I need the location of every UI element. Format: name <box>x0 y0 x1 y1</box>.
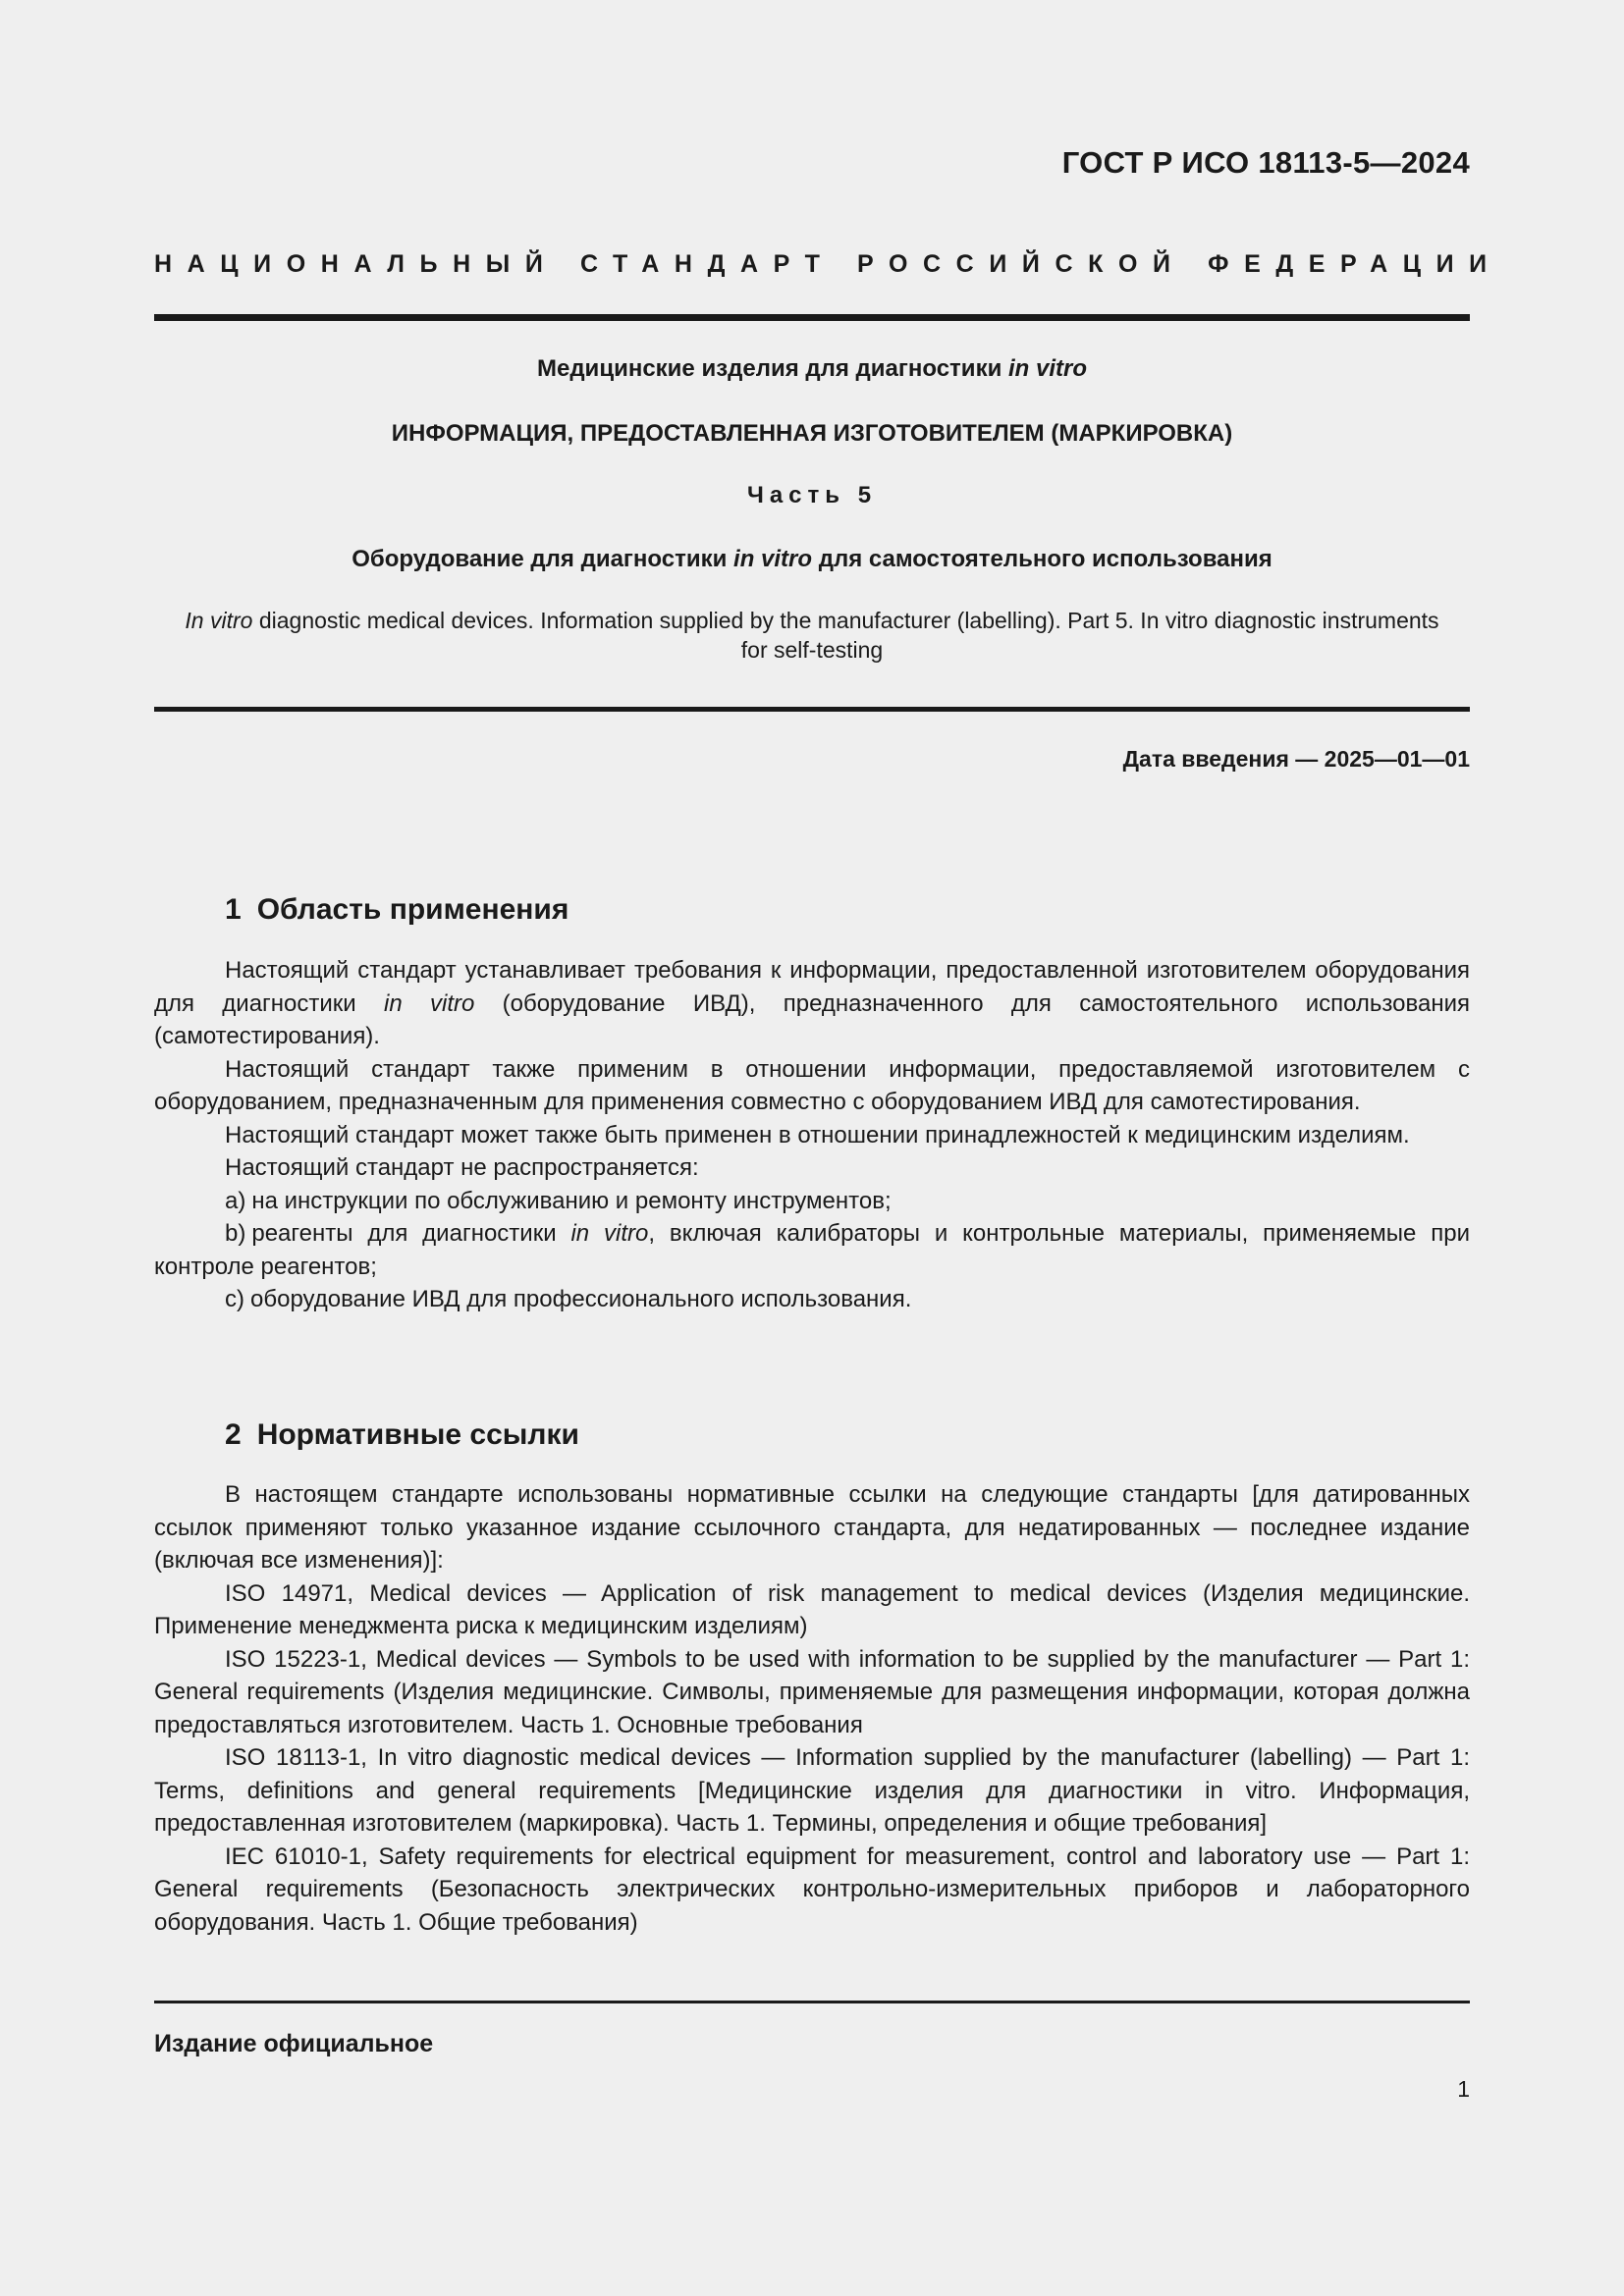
document-code: ГОСТ Р ИСО 18113-5—2024 <box>1061 145 1470 180</box>
title-line-2: ИНФОРМАЦИЯ, ПРЕДОСТАВЛЕННАЯ ИЗГОТОВИТЕЛЕМ (МАРКИРОВКА) <box>391 420 1233 447</box>
section-2-heading: 2 Нормативные ссылки <box>225 1418 579 1451</box>
reference-item: ISO 18113-1, In vitro diagnostic medical devices — Information supplied by the manufacturer (labelling) — Part 1: Terms, definitions and general requirements [Медицинские изделия для диагностики in vitro. Информация, предоставленная изготовителем (маркировка). Часть 1. Термины, определения и общие требования] <box>154 1744 1470 1837</box>
paragraph: В настоящем стандарте использованы нормативные ссылки на следующие стандарты [для датированных ссылок применяют только указанное издание ссылочного стандарта, для недатированных — последнее издание (включая все изменения)]: <box>154 1481 1470 1574</box>
official-edition-label: Издание официальное <box>154 2030 434 2057</box>
footer-rule <box>154 2001 1470 2003</box>
date-of-introduction: Дата введения — 2025—01—01 <box>1122 746 1470 772</box>
section-2-body <box>154 1478 1470 1939</box>
national-standard-heading: НАЦИОНАЛЬНЫЙ СТАНДАРТ РОССИЙСКОЙ ФЕДЕРАЦИИ <box>154 250 1502 278</box>
reference-item: IEC 61010-1, Safety requirements for electrical equipment for measurement, control and laboratory use — Part 1: General requirements (Безопасность электрических контрольно-измерительных приборов и лабораторного оборудования. Часть 1. Общие требования) <box>154 1842 1470 1936</box>
title-rule <box>154 707 1470 712</box>
page-number: 1 <box>1457 2076 1470 2102</box>
section-1-body <box>154 954 1470 1316</box>
header-rule <box>154 314 1470 321</box>
reference-item: ISO 15223-1, Medical devices — Symbols to be used with information to be supplied by the manufacturer — Part 1: General requirements (Изделия медицинские. Символы, применяемые для размещения информации, которая должна предоставляться изготовителем. Часть 1. Основные требования <box>154 1645 1470 1738</box>
section-1-heading: 1 Область применения <box>225 893 569 926</box>
reference-item: ISO 14971, Medical devices — Application of risk management to medical devices (Изделия медицинские. Применение менеджмента риска к медицинским изделиям) <box>154 1579 1470 1639</box>
list-item: c) оборудование ИВД для профессионального использования. <box>225 1286 912 1312</box>
title-part: Часть 5 <box>746 482 878 508</box>
paragraph: Настоящий стандарт не распространяется: <box>225 1154 699 1181</box>
paragraph: Настоящий стандарт также применим в отношении информации, предоставляемой изготовителем с оборудованием, предназначенным для применения совместно с оборудованием ИВД для самотестирования. <box>154 1055 1470 1115</box>
title-line-4: Оборудование для диагностики in vitro для самостоятельного использования <box>352 546 1272 572</box>
list-item: a) на инструкции по обслуживанию и ремонту инструментов; <box>225 1187 892 1214</box>
title-line-1: Медицинские изделия для диагностики in vitro <box>536 355 1088 382</box>
english-title: In vitro diagnostic medical devices. Information supplied by the manufacturer (labelling). Part 5. In vitro diagnostic instruments for self-testing <box>185 608 1439 663</box>
paragraph: Настоящий стандарт устанавливает требования к информации, предоставленной изготовителем оборудования для диагностики in vitro (оборудование ИВД), предназначенного для самостоятельного использования (самотестирования). <box>154 957 1471 1049</box>
list-item: b) реагенты для диагностики in vitro, включая калибраторы и контрольные материалы, применяемые при контроле реагентов; <box>154 1220 1471 1280</box>
paragraph: Настоящий стандарт может также быть применен в отношении принадлежностей к медицинским изделиям. <box>225 1121 1410 1148</box>
